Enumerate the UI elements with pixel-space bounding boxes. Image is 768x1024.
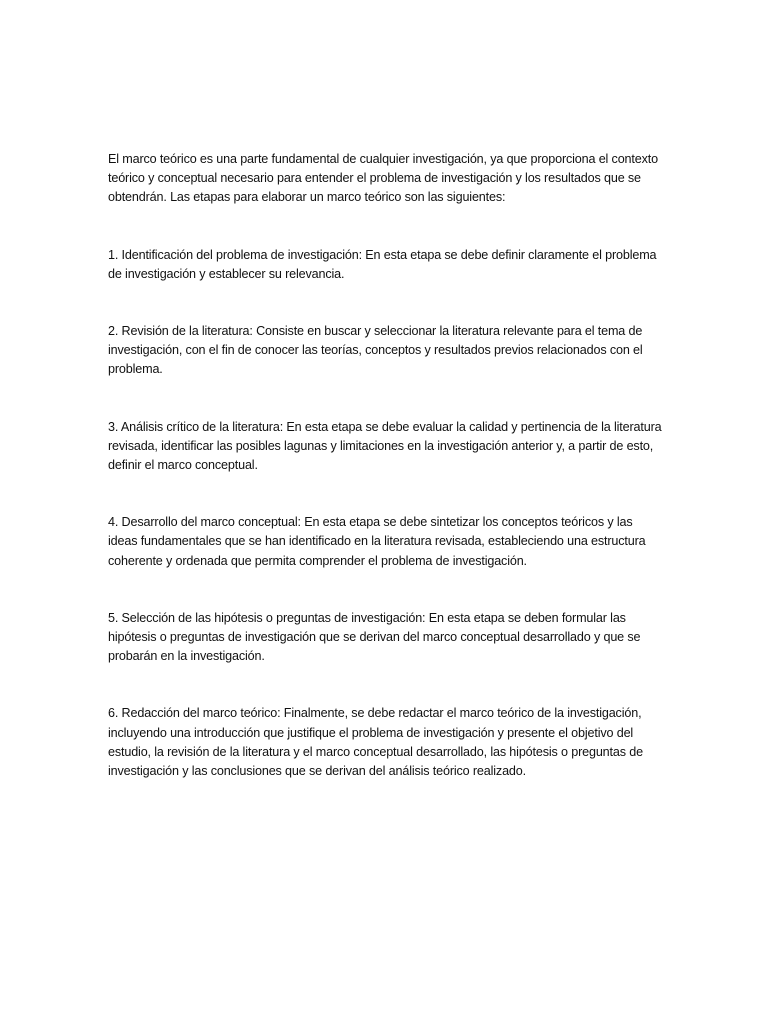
intro-paragraph: El marco teórico es una parte fundamental de cualquier investigación, ya que proporciona el contexto teórico y conceptual necesario para entender el problema de investigación y los resultados que se obtendrán. Las etapas para elaborar un marco teórico son las siguientes: xyxy=(108,152,658,205)
step-3-paragraph: 3. Análisis crítico de la literatura: En esta etapa se debe evaluar la calidad y pertinencia de la literatura revisada, identificar las posibles lagunas y limitaciones en la investigación anterior y, a partir de esto, definir el marco conceptual. xyxy=(108,419,662,473)
step-5-paragraph: 5. Selección de las hipótesis o preguntas de investigación: En esta etapa se deben formular las hipótesis o preguntas de investigación que se derivan del marco conceptual desarrollado y que se probarán en la investigación. xyxy=(108,610,641,664)
document-body xyxy=(108,150,664,819)
step-6-paragraph: 6. Redacción del marco teórico: Finalmente, se debe redactar el marco teórico de la investigación, incluyendo una introducción que justifique el problema de investigación y presente el objetivo del estudio, la revisión de la literatura y el marco conceptual desarrollado, las hipótesis o preguntas de investigación y las conclusiones que se derivan del análisis teórico realizado. xyxy=(108,706,643,779)
step-1-paragraph: 1. Identificación del problema de investigación: En esta etapa se debe definir claramente el problema de investigación y establecer su relevancia. xyxy=(108,247,657,281)
step-4-paragraph: 4. Desarrollo del marco conceptual: En esta etapa se debe sintetizar los conceptos teóricos y las ideas fundamentales que se han identificado en la literatura revisada, estableciendo una estructura coherente y ordenada que permita comprender el problema de investigación. xyxy=(108,515,646,568)
step-2-paragraph: 2. Revisión de la literatura: Consiste en buscar y seleccionar la literatura relevante para el tema de investigación, con el fin de conocer las teorías, conceptos y resultados previos relacionados con el problema. xyxy=(108,324,643,377)
